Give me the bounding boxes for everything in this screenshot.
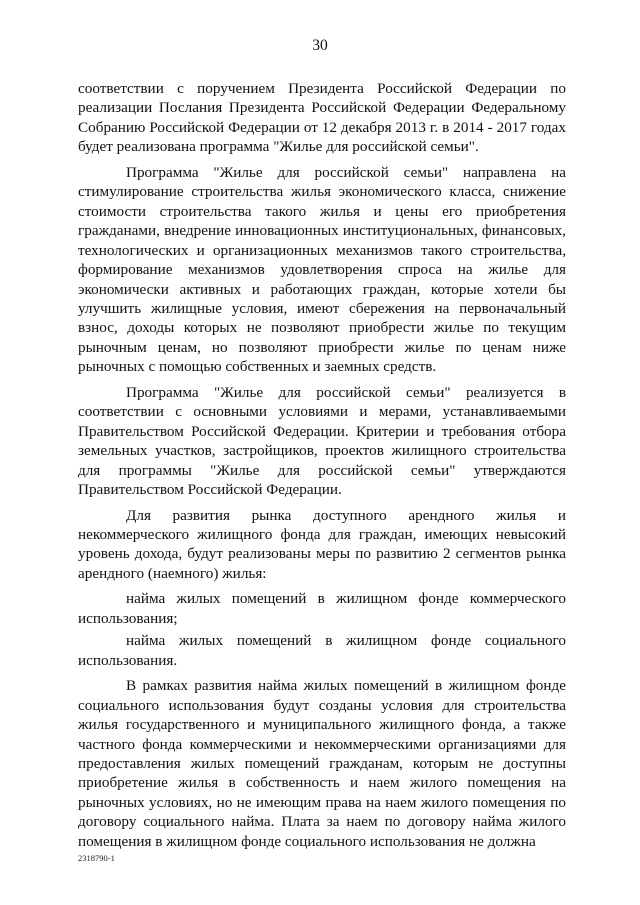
page-number: 30 — [312, 37, 328, 54]
list-item-social-rent: найма жилых помещений в жилищном фонде социального использования. — [78, 632, 566, 669]
paragraph-program-conditions: Программа "Жилье для российской семьи" реализуется в соответствии с основными условиями и мерами, устанавливаемыми Правительством Российской Федерации. Критерии и требования отбора земельных участков, застройщиков, проектов жилищного строительства для программы "Жилье для российской семьи" утверждаются Правительством Российской Федерации. — [78, 383, 566, 499]
document-body — [78, 79, 566, 851]
document-code: 2318790-1 — [78, 853, 115, 863]
paragraph-intro-continuation: соответствии с поручением Президента Российской Федерации по реализации Послания Президента Российской Федерации Федеральному Собранию Российской Федерации от 12 декабря 2013 г. в 2014 - 2017 годах будет реализована программа "Жилье для российской семьи". — [78, 80, 566, 156]
paragraph-social-housing: В рамках развития найма жилых помещений в жилищном фонде социального использования будут созданы условия для строительства жилья государственного и муниципального жилищного фонда, а также частного фонда коммерческими и некоммерческими организациями для предоставления жилых помещений гражданам, которым не доступны приобретение жилья в собственность и наем жилого помещения на рыночных условиях, но не имеющим права на наем жилого помещения по договору социального найма. Плата за наем по договору найма жилого помещения в жилищном фонде социального использования не должна — [78, 677, 566, 850]
paragraph-rental-market: Для развития рынка доступного арендного жилья и некоммерческого жилищного фонда для граждан, имеющих невысокий уровень дохода, будут реализованы меры по развитию 2 сегментов рынка арендного (наемного) жилья: — [78, 506, 566, 582]
paragraph-program-goals: Программа "Жилье для российской семьи" направлена на стимулирование строительства жилья экономического класса, снижение стоимости строительства такого жилья и цены его приобретения гражданами, внедрение инновационных институциональных, финансовых, технологических и организационных механизмов такого строительства, формирование механизмов удовлетворения спроса на жилье для экономически активных и работающих граждан, которые хотели бы улучшить жилищные условия, имеют сбережения на первоначальный взнос, доходы которых не позволяют приобрести жилье по текущим рыночным ценам, но позволяют приобрести жилье по ценам ниже рыночных с помощью собственных и заемных средств. — [78, 163, 566, 376]
list-item-commercial-rent: найма жилых помещений в жилищном фонде коммерческого использования; — [78, 590, 566, 627]
